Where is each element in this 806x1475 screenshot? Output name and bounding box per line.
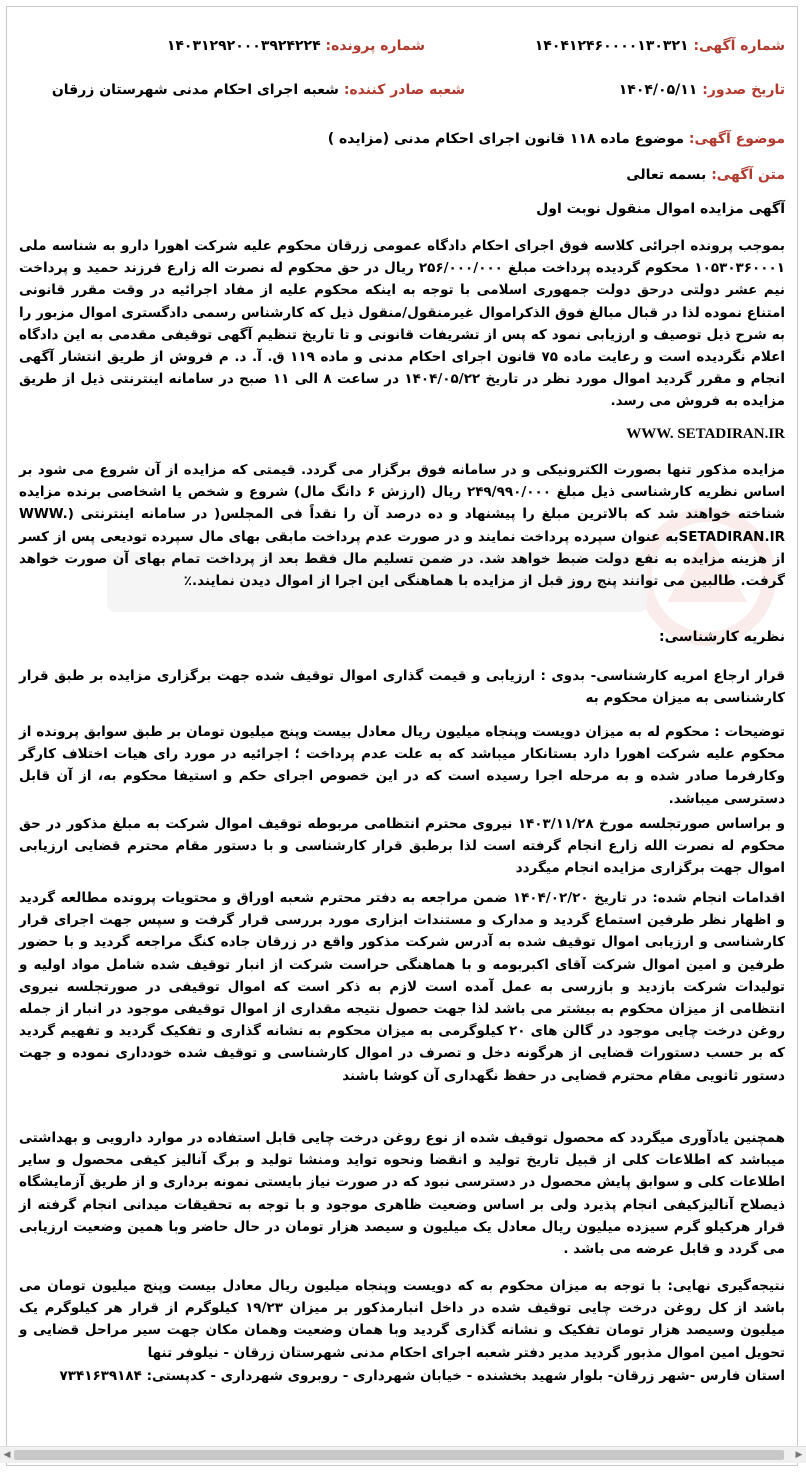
subject: موضوع آگهی: موضوع ماده ۱۱۸ قانون اجرای احکام مدنی (مزایده ) bbox=[327, 131, 785, 147]
expert-heading: نظریه کارشناسی: bbox=[659, 629, 785, 645]
horizontal-scrollbar[interactable] bbox=[0, 1446, 806, 1463]
paragraph-expert-order: قرار ارجاع امریه کارشناسی- بدوی : ارزیابی و قیمت گذاری اموال توقیف شده جهت برگزاری مزایده بر طبق قرار کارشناسی به میزان محکوم به bbox=[19, 668, 785, 707]
paragraph-conclusion: نتیجه‌گیری نهایی: با توجه به میزان محکوم به که دویست وپنجاه میلیون ریال معادل بیست وپنج میلیون تومان می باشد از کل روغن درخت چایی توقیف شده در داخل انبارمذکور بر میزان ۱۹/۲۳ کیلوگرم از قرار هر کیلوگرم یک میلیون وسیصد هزار تومان تفکیک و نشانه گذاری گردید وبا همان وضعیت وهمان مکان جهت سیر مراحل قضایی و تحویل امین اموال مذبور گردید مدیر دفتر شعبه اجرای احکام مدنی شهرستان زرقان - نیلوفر تنها bbox=[19, 1278, 785, 1361]
website-link[interactable]: WWW. SETADIRAN.IR bbox=[626, 426, 785, 442]
body-heading: متن آگهی: بسمه تعالی bbox=[626, 167, 785, 183]
paragraph-seizure-minutes: و براساس صورتجلسه مورخ ۱۴۰۳/۱۱/۲۸ نیروی محترم انتظامی مربوطه توقیف اموال شرکت به مبلغ مذکور در حق محکوم له نصرت الله زارع انجام گرفته است لذا برطبق قرار کارشناسی و با دستور مقام محترم قضایی ارزیابی اموال جهت برگزاری مزایده انجام میگردد bbox=[19, 816, 785, 877]
scroll-thumb[interactable] bbox=[14, 1450, 784, 1460]
address-line: استان فارس -شهر زرقان- بلوار شهید بخشنده - خیابان شهرداری - روبروی شهرداری - کدپستی: ۷۳۴۱۶۳۹۱۸۴ bbox=[59, 1368, 785, 1384]
notice-title: آگهی مزایده اموال منقول نوبت اول bbox=[536, 201, 785, 217]
paragraph-auction-terms: مزایده مذکور تنها بصورت الکترونیکی و در سامانه فوق برگزار می گردد. قیمتی که مزایده از آن شروع می شود بر اساس نظریه کارشناسی ذیل مبلغ ۲۴۹/۹۹۰/۰۰۰ ریال (ارزش ۶ دانگ مال) شروع و شخص یا اشخاصی برنده مزایده شناخته خواهند شد که بالاترین مبلغ را پیشنهاد و ده درصد آن را نقداً فی المجلس( در سامانه اینترنتی (WWW. SETADIRAN.IRبه عنوان سپرده پرداخت نمایند و در صورت عدم پرداخت مابقی بهای مال سپرده تودیعی پس از کسر از هزینه مزایده به نفع دولت ضبط خواهد شد. در ضمن تسلیم مال فقط بعد از پرداخت تمام بهای آن صورت خواهد گرفت. طالبین می توانند پنج روز قبل از مزایده با هماهنگی این اجرا از اموال دیدن نمایند.٪ bbox=[19, 462, 785, 590]
paragraph-explanations: توضیحات : محکوم له به میزان دویست وپنجاه میلیون ریال معادل بیست وپنج میلیون تومان بر طبق سوابق پرونده از محکوم علیه شرکت اهورا دارد بستانکار میباشد که به علت عدم پرداخت ؛ اجرائیه در مورد رای هیات اختلاف کارگر وکارفرما صادر شده و به مرحله اجرا رسیده است که در این خصوص اجرای حکم و استیفا محکوم به، از آن قابل دسترسی میباشد. bbox=[19, 724, 785, 807]
paragraph-actions-taken: اقدامات انجام شده: در تاریخ ۱۴۰۴/۰۲/۲۰ ضمن مراجعه به دفتر محترم شعبه اوراق و محتویات پرونده مطالعه گردید و اظهار نظر طرفین استماع گردید و مدارک و مستندات ابزاری مورد بررسی قرار گرفت و سپس جهت اجرای قرار کارشناسی و ارزیابی اموال توقیف شده به آدرس شرکت مذکور واقع در زرقان جاده کنگ مراجعه گردید و با حضور طرفین و امین اموال شرکت آقای اکبربومه و با هماهنگی حراست شرکت از انبار توقیف شده شامل مواد اولیه و تولیدات شرکت بازدید و بازرسی به عمل آمده است لازم به ذکر است که اموال توقیفی در صورتجلسه نیروی انتظامی از میزان محکوم به بیشتر می باشد لذا جهت حصول نتیجه مقداری از اموال توقیفی موجود در انبار از جمله روغن درخت چایی موجود در گالن های ۲۰ کیلوگرمی به میزان محکوم به نشانه گذاری و تفکیک گردید و تفهیم گردید که بر حسب دستورات قضایی از هرگونه دخل و تصرف در اموال کارشناسی و توقیف شده خودداری نموده و جهت دستور ثانویی مقام محترم قضایی در حفظ نگهداری آن کوشا باشند bbox=[19, 890, 785, 1084]
scroll-left-arrow-icon[interactable]: ◀ bbox=[3, 1450, 11, 1460]
scroll-right-arrow-icon[interactable]: ▶ bbox=[795, 1450, 803, 1460]
paragraph-intro: بموجب پرونده اجرائی کلاسه فوق اجرای احکام دادگاه عمومی زرقان محکوم علیه شرکت اهورا دارو به شناسه ملی ۱۰۵۳۰۳۶۰۰۰۱ محکوم گردیده پرداخت مبلغ ۲۵۶/۰۰۰/۰۰۰ ریال در حق محکوم له نصرت اله زارع فرزند حمید و پرداخت نیم عشر دولتی درحق دولت جمهوری اسلامی با توجه به اینکه محکوم علیه از مفاد اجرائیه در وقت مقرر قانونی امتناع نموده لذا در قبال مبالغ فوق الذکراموال غیرمنقول/منقول ذیل که کارشناس رسمی دادگستری اموال مزبور را به شرح ذیل توصیف و ارزیابی نمود که پس از تشریفات قانونی و تا تاریخ تنظیم آگهی توقیفی مقدمی به این دادگاه اعلام نگردیده است و رعایت ماده ۷۵ قانون اجرای احکام مدنی و ماده ۱۱۹ ق. آ. د. م فروش از طریق انتشار آگهی انجام و مقرر گردید اموال مورد نظر در تاریخ ۱۴۰۴/۰۵/۲۲ در ساعت ۸ الی ۱۱ صبح در سامانه اینترنتی ذیل از طریق مزایده به فروش می رسد. bbox=[19, 238, 786, 410]
paragraph-product-notes: همچنین یادآوری میگردد که محصول توقیف شده از نوع روغن درخت چایی قابل استفاده در موارد دارویی و بهداشتی میباشد که اطلاعات کلی از قبیل تاریخ تولید و انقضا ونحوه تواید ومنشا تولید و برگ آنالیز کیفی محصول و سایر اطلاعات کلی و سوابق پایش محصول در دسترسی نبود که در صورت نیاز بایستی نمونه برداری و از طریق آزمایشگاه ذیصلاح آنالیزکیفی انجام پذیرد ولی بر اساس وضعیت ظاهری موجود و با توجه به تحقیقات میدانی انجام گرفته از قرار هرکیلو گرم سیزده میلیون ریال معادل یک میلیون و سیصد هزار تومان در حال حاضر وبا همین وضعیت ارزیابی می گردد و قابل عرضه می باشد . bbox=[19, 1130, 785, 1258]
ad-number: شماره آگهی: ۱۴۰۴۱۲۴۶۰۰۰۰۱۳۰۳۲۱ bbox=[534, 38, 785, 54]
issuer: شعبه صادر کننده: شعبه اجرای احکام مدنی شهرستان زرقان bbox=[51, 82, 465, 98]
issue-date: تاریخ صدور: ۱۴۰۴/۰۵/۱۱ bbox=[618, 82, 785, 98]
document-frame bbox=[6, 6, 798, 1466]
case-number: شماره پرونده: ۱۴۰۳۱۲۹۲۰۰۰۳۹۲۴۲۲۴ bbox=[166, 38, 425, 54]
